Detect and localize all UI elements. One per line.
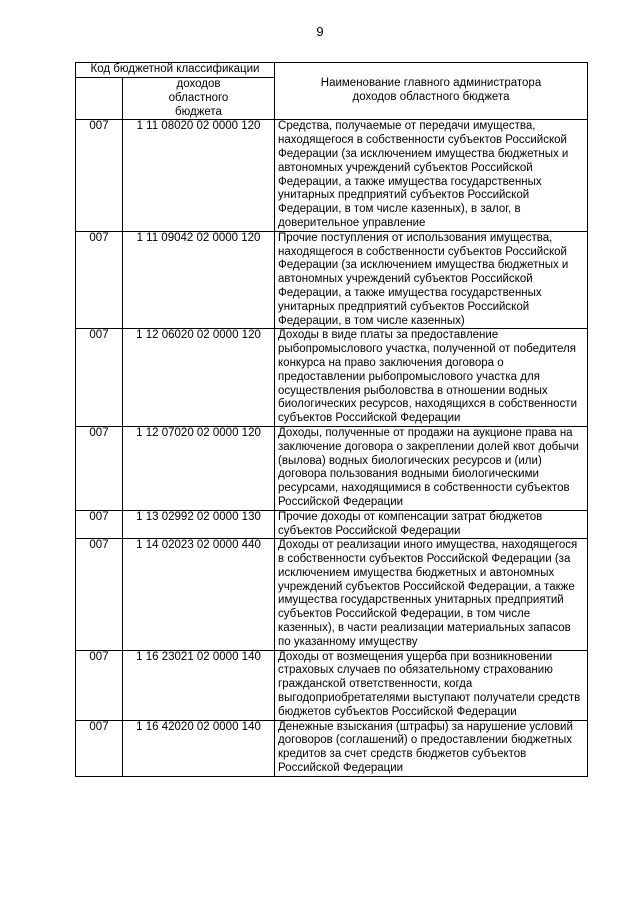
revenue-code-cell: 1 14 02023 02 0000 440: [123, 539, 275, 650]
admin-code-cell: 007: [76, 650, 123, 720]
revenue-code-cell: 1 13 02992 02 0000 130: [123, 510, 275, 539]
table-row: [76, 510, 588, 539]
revenue-code-cell: 1 16 42020 02 0000 140: [123, 720, 275, 776]
admin-code-cell: 007: [76, 426, 123, 510]
revenue-name-cell: Доходы в виде платы за предоставление рыбопромыслового участка, полученной от победителя конкурса на право заключения договора о предоставлении рыбопромыслового участка для осуществления рыболовства в отношении водных биологических ресурсов, находящихся в собственности субъектов Российской Федерации: [275, 329, 588, 427]
admin-code-cell: 007: [76, 539, 123, 650]
table-row: [76, 539, 588, 650]
table-row: [76, 231, 588, 329]
table-row: [76, 329, 588, 427]
table-header: [76, 63, 588, 120]
revenue-code-cell: 1 11 08020 02 0000 120: [123, 120, 275, 231]
header-administrator-name: Наименование главного администратора доходов областного бюджета: [275, 63, 588, 120]
revenue-code-cell: 1 11 09042 02 0000 120: [123, 231, 275, 329]
admin-code-cell: 007: [76, 510, 123, 539]
header-revenue-code: доходов областного бюджета: [123, 78, 275, 120]
admin-code-cell: 007: [76, 329, 123, 427]
revenue-code-cell: 1 12 07020 02 0000 120: [123, 426, 275, 510]
admin-code-cell: 007: [76, 720, 123, 776]
revenue-name-cell: Прочие поступления от использования имущества, находящегося в собственности субъектов Российской Федерации (за исключением имущества бюджетных и автономных учреждений субъектов Российской Федерации, а также имущества государственных унитарных предприятий субъектов Российской Федерации, в том числе казенных): [275, 231, 588, 329]
revenue-name-cell: Средства, получаемые от передачи имущества, находящегося в собственности субъектов Российской Федерации (за исключением имущества бюджетных и автономных учреждений субъектов Российской Федерации, а также имущества государственных унитарных предприятий субъектов Российской Федерации, в том числе казенных), в залог, в доверительное управление: [275, 120, 588, 231]
revenue-code-cell: 1 16 23021 02 0000 140: [123, 650, 275, 720]
header-budget-classification-code: Код бюджетной классификации: [76, 63, 275, 78]
admin-code-cell: 007: [76, 120, 123, 231]
admin-code-cell: 007: [76, 231, 123, 329]
table-row: [76, 720, 588, 776]
header-admin-code: [76, 78, 123, 120]
header-row-group: [76, 63, 588, 78]
table-body: [76, 120, 588, 776]
table-row: [76, 426, 588, 510]
revenue-code-cell: 1 12 06020 02 0000 120: [123, 329, 275, 427]
revenue-name-cell: Денежные взыскания (штрафы) за нарушение условий договоров (соглашений) о предоставлении бюджетных кредитов за счет средств бюджетов субъектов Российской Федерации: [275, 720, 588, 776]
revenue-name-cell: Доходы от возмещения ущерба при возникновении страховых случаев по обязательному страхованию гражданской ответственности, когда выгодоприобретателями выступают получатели средств бюджетов субъектов Российской Федерации: [275, 650, 588, 720]
revenue-name-cell: Доходы от реализации иного имущества, находящегося в собственности субъектов Российской Федерации (за исключением имущества бюджетных и автономных учреждений субъектов Российской Федерации, а также имущества государственных унитарных предприятий субъектов Российской Федерации, в том числе казенных), в части реализации материальных запасов по указанному имуществу: [275, 539, 588, 650]
revenue-name-cell: Доходы, полученные от продажи на аукционе права на заключение договора о закреплении долей квот добычи (вылова) водных биологических ресурсов и (или) договора пользования водными биологическими ресурсами, находящимися в собственности субъектов Российской Федерации: [275, 426, 588, 510]
table-row: [76, 120, 588, 231]
table-row: [76, 650, 588, 720]
revenue-name-cell: Прочие доходы от компенсации затрат бюджетов субъектов Российской Федерации: [275, 510, 588, 539]
revenue-classification-table: [75, 62, 588, 777]
page-number: 9: [316, 24, 324, 39]
